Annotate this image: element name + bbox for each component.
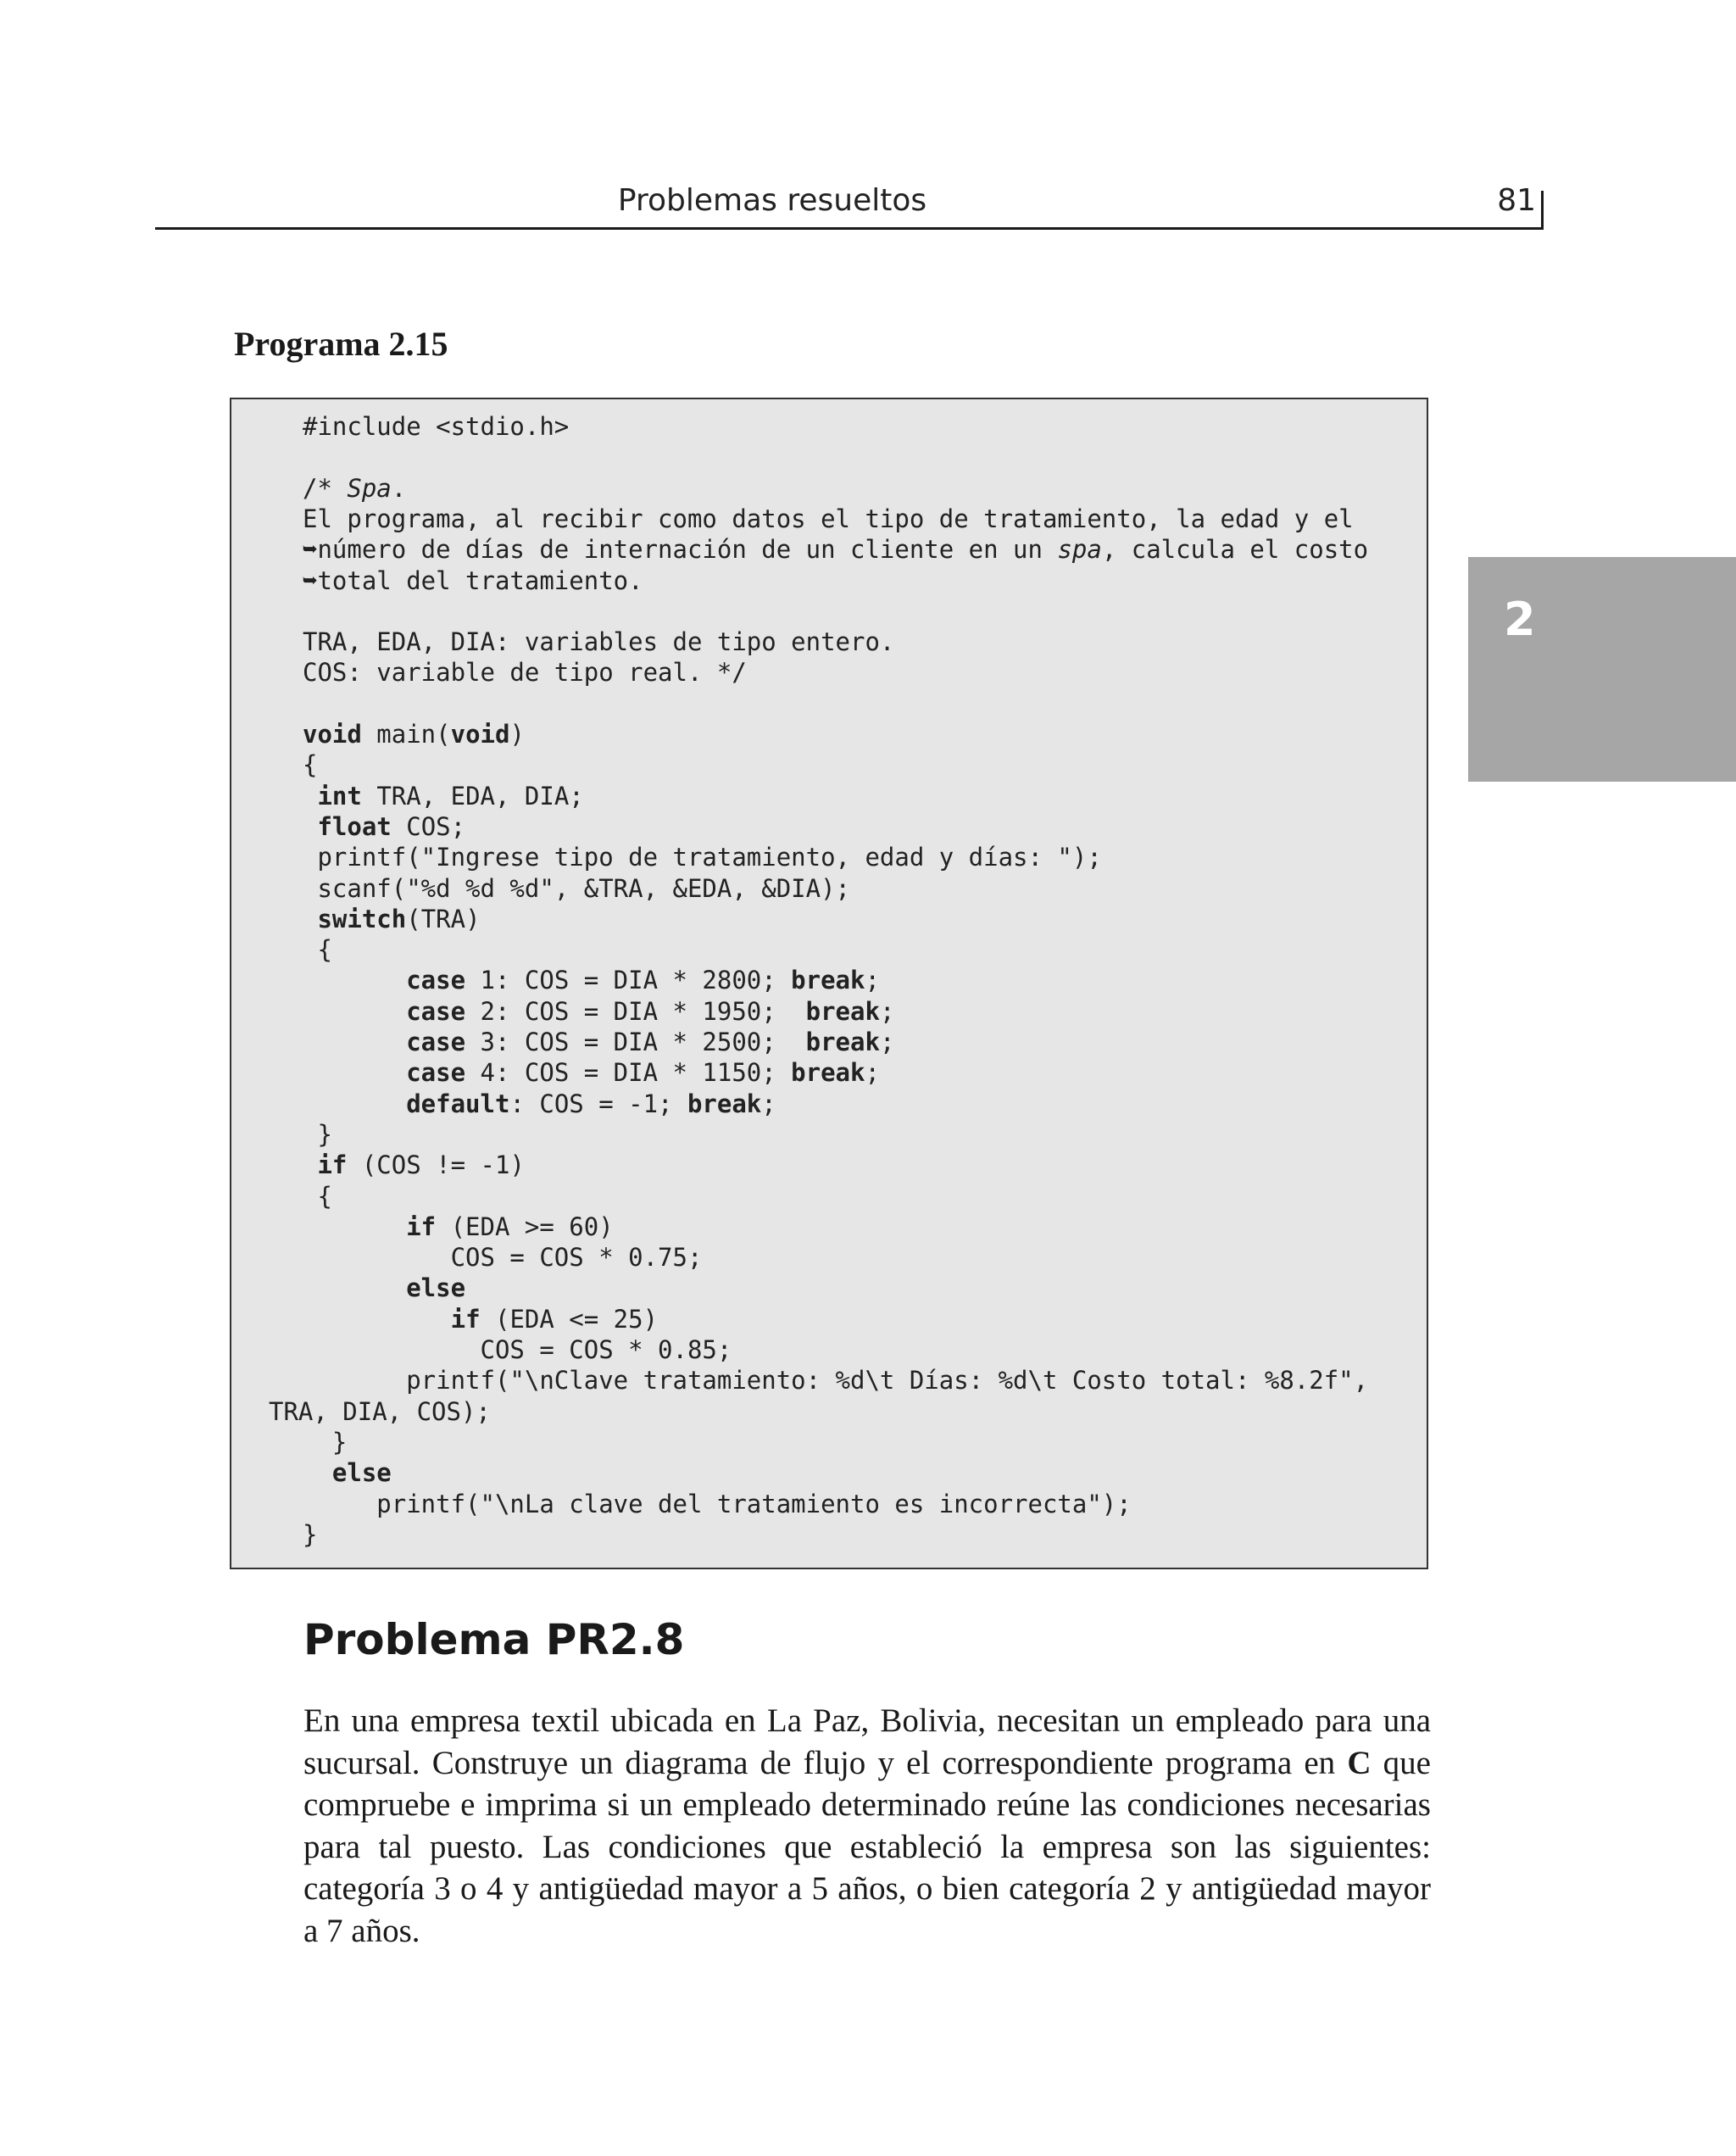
code-line — [303, 1119, 332, 1150]
code-text: ➥número de días de internación de un cliente en un — [303, 535, 1058, 565]
code-text: ; — [879, 996, 895, 1026]
code-line — [303, 873, 850, 904]
code-text: printf("\nClave tratamiento: %d\t Días: %d\t Costo total: %8.2f", — [303, 1366, 1369, 1396]
code-line — [303, 1273, 465, 1303]
code-text — [303, 1089, 406, 1118]
problem-statement — [303, 1700, 1431, 1952]
code-keyword: if — [406, 1212, 437, 1241]
code-text: COS = COS * 0.85; — [303, 1335, 732, 1364]
code-text — [303, 966, 406, 994]
code-text: TRA, DIA, COS); — [269, 1396, 491, 1426]
code-text — [303, 1212, 406, 1241]
code-text: COS; — [391, 811, 466, 841]
code-line — [303, 1057, 880, 1088]
header-rule — [155, 227, 1544, 230]
code-text — [303, 905, 317, 933]
code-line — [269, 1396, 491, 1427]
running-head — [0, 178, 1544, 229]
problem-heading: Problema PR2.8 — [303, 1615, 685, 1664]
code-text: . — [391, 473, 407, 503]
code-keyword: int — [317, 781, 362, 811]
code-keyword: void — [303, 720, 362, 749]
code-text — [303, 1305, 451, 1334]
code-text: ; — [879, 1028, 895, 1056]
code-line — [303, 996, 894, 1027]
code-text: TRA, EDA, DIA: variables de tipo entero. — [303, 627, 895, 657]
code-line — [303, 781, 584, 811]
code-text — [303, 782, 317, 811]
code-line — [303, 627, 894, 657]
running-title: Problemas resueltos — [617, 183, 927, 218]
code-line — [303, 1212, 614, 1242]
code-text: ; — [761, 1089, 776, 1118]
problem-text-before: En una empresa textil ubicada en La Paz, Bolivia, necesitan un empleado para una sucursal. Construye un diagrama de flujo y el correspondiente programa en — [303, 1702, 1431, 1781]
code-text: #include <stdio.h> — [303, 412, 570, 441]
code-text: { — [303, 1181, 332, 1211]
code-line — [303, 965, 880, 995]
code-line — [303, 411, 569, 442]
code-text: 4: COS = DIA * 1150; — [465, 1058, 792, 1088]
code-keyword: float — [317, 811, 392, 841]
code-text: (TRA) — [406, 904, 481, 933]
code-text — [303, 1058, 406, 1087]
program-title: Programa 2.15 — [234, 325, 448, 363]
code-text — [303, 997, 406, 1026]
code-line — [303, 842, 1102, 872]
code-line — [303, 1242, 702, 1273]
code-text — [303, 1458, 332, 1487]
code-text: (EDA >= 60) — [436, 1212, 614, 1241]
code-keyword: else — [331, 1458, 392, 1488]
code-keyword: case — [406, 966, 466, 995]
code-line — [303, 1457, 392, 1488]
code-text: { — [303, 935, 332, 965]
code-text: /* — [303, 473, 348, 503]
code-line — [303, 1365, 1368, 1396]
code-text: (COS != -1) — [347, 1150, 525, 1180]
code-text: (EDA <= 25) — [480, 1304, 659, 1334]
code-line — [303, 934, 332, 965]
code-text — [303, 1028, 406, 1056]
code-text: Spa — [347, 473, 392, 503]
code-text: } — [303, 1119, 332, 1149]
code-text: ) — [509, 720, 525, 749]
code-keyword: case — [406, 1058, 466, 1088]
code-text — [303, 1150, 317, 1179]
code-text: printf("\nLa clave del tratamiento es incorrecta"); — [303, 1489, 1132, 1518]
code-keyword: if — [317, 1150, 348, 1180]
code-line — [303, 749, 317, 780]
code-text — [303, 812, 317, 841]
code-keyword: switch — [317, 904, 407, 933]
code-text: scanf("%d %d %d", &TRA, &EDA, &DIA); — [303, 873, 851, 903]
code-keyword: break — [791, 966, 865, 995]
code-keyword: if — [450, 1304, 481, 1334]
code-keyword: case — [406, 996, 466, 1026]
code-keyword: break — [791, 1058, 865, 1088]
code-text: 2: COS = DIA * 1950; — [465, 996, 806, 1026]
chapter-number: 2 — [1504, 593, 1536, 646]
code-line — [303, 904, 481, 934]
code-line — [303, 1027, 894, 1057]
code-line — [303, 1489, 1132, 1519]
code-line — [303, 1519, 317, 1550]
code-text: 3: COS = DIA * 2500; — [465, 1028, 806, 1056]
code-text: ➥total del tratamiento. — [303, 565, 643, 595]
code-text: COS: variable de tipo real. */ — [303, 658, 747, 688]
code-keyword: default — [406, 1089, 510, 1118]
code-line — [303, 1304, 658, 1334]
code-text: printf("Ingrese tipo de tratamiento, edad y días: "); — [303, 843, 1102, 872]
code-text: 1: COS = DIA * 2800; — [465, 966, 792, 995]
header-rule-tick — [1541, 191, 1544, 230]
chapter-tab — [1468, 557, 1736, 782]
code-text: : COS = -1; — [509, 1089, 687, 1118]
code-line — [303, 719, 525, 749]
code-text: , calcula el costo — [1101, 535, 1369, 565]
code-line — [303, 657, 747, 688]
code-text: spa — [1057, 535, 1102, 565]
code-line — [303, 1181, 332, 1212]
code-keyword: void — [450, 720, 510, 749]
code-keyword: case — [406, 1028, 466, 1056]
code-keyword: break — [805, 1028, 880, 1056]
page-number: 81 — [1497, 183, 1536, 218]
code-text: } — [303, 1427, 348, 1457]
code-line — [303, 504, 1354, 534]
code-line — [303, 565, 643, 596]
code-line — [303, 1334, 732, 1365]
code-line — [303, 1427, 347, 1457]
code-line — [303, 1089, 776, 1119]
code-text — [303, 1273, 406, 1302]
code-text: ; — [865, 1058, 880, 1088]
code-keyword: break — [687, 1089, 762, 1118]
code-text: COS = COS * 0.75; — [303, 1243, 703, 1273]
problem-text-after: que compruebe e imprima si un empleado determinado reúne las condiciones necesarias para tal puesto. Las condiciones que estableció la empresa son las siguientes: categoría 3 o 4 y antigüedad mayor a 5 años, o bien categoría 2 y antigüedad mayor a 7 años. — [303, 1744, 1431, 1949]
code-text: { — [303, 750, 318, 780]
code-listing — [230, 398, 1428, 1569]
code-text: El programa, al recibir como datos el tipo de tratamiento, la edad y el — [303, 504, 1354, 533]
code-text: ; — [865, 966, 880, 995]
code-line — [303, 811, 465, 842]
code-keyword: else — [406, 1273, 466, 1303]
code-text: } — [303, 1519, 318, 1549]
code-text: main( — [361, 720, 451, 749]
code-line — [303, 473, 406, 504]
code-text: TRA, EDA, DIA; — [361, 781, 584, 811]
code-keyword: break — [805, 996, 880, 1026]
code-line — [303, 534, 1368, 565]
code-line — [303, 1150, 525, 1180]
problem-text-language: C — [1347, 1744, 1372, 1781]
